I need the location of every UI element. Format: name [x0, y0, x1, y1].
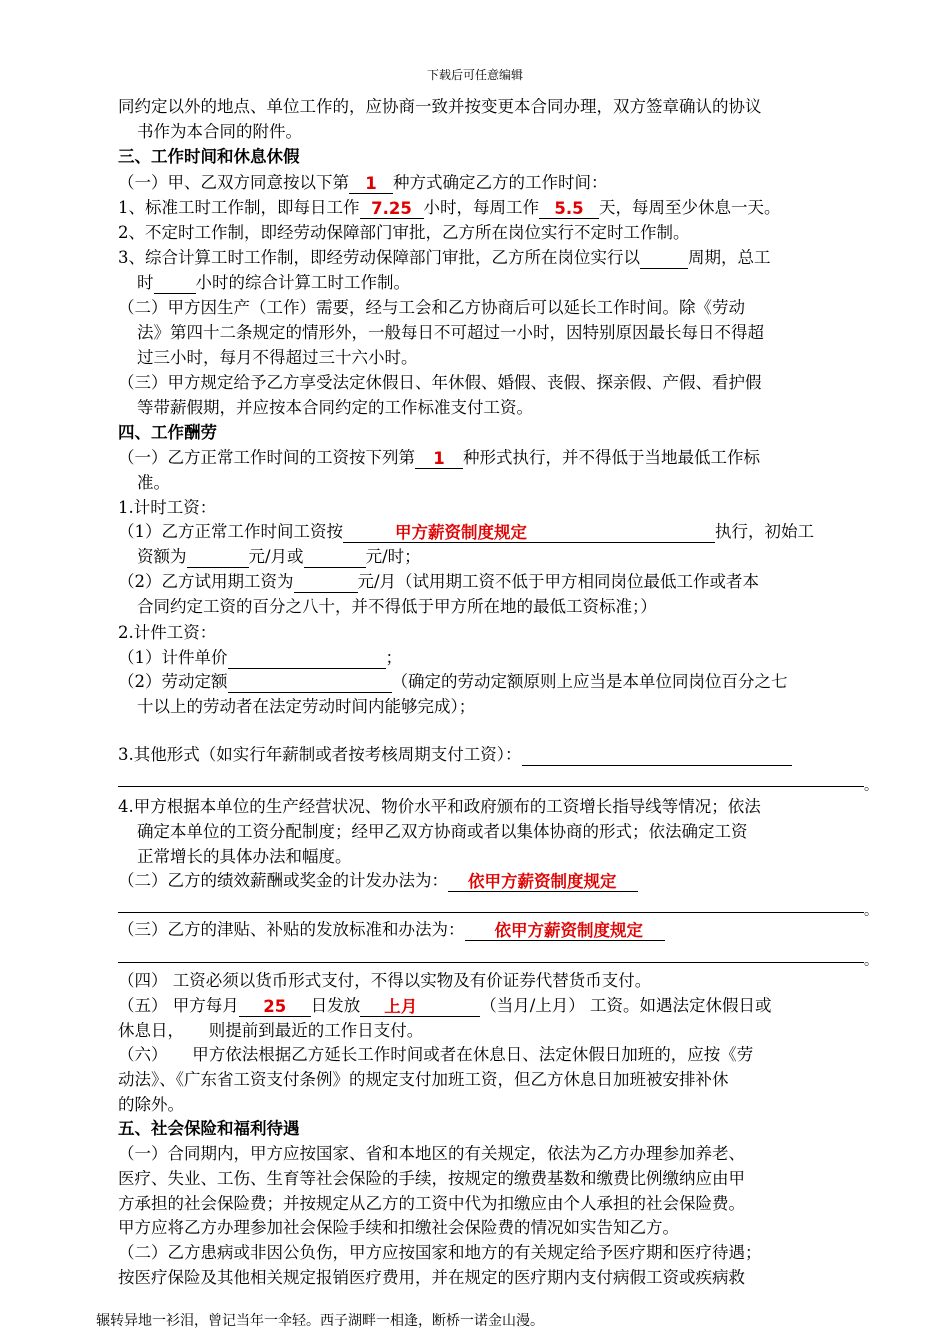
text-line: （一）甲、乙双方同意按以下第 1 种方式确定乙方的工作时间： — [118, 173, 608, 193]
text-line: （2）劳动定额 （确定的劳动定额原则上应当是本单位同岗位百分之七 — [118, 672, 788, 691]
fill-blank[interactable] — [154, 273, 196, 294]
text-line: 书作为本合同的附件。 — [137, 122, 302, 141]
text-line: 的除外。 — [118, 1095, 184, 1114]
text-line: 1.计时工资： — [118, 498, 217, 517]
text-line: （四） 工资必须以货币形式支付，不得以实物及有价证券代替货币支付。 — [118, 971, 652, 990]
text-line: 4.甲方根据本单位的生产经营状况、物价水平和政府颁布的工资增长指导线等情况；依法 — [118, 797, 761, 816]
text-line: （五） 甲方每月 25 日发放 上月 （当月/上月） 工资。如遇法定休假日或 — [118, 996, 772, 1016]
text-line: 十以上的劳动者在法定劳动时间内能够完成）； — [137, 697, 476, 716]
text-line: （三）乙方的津贴、补贴的发放标准和办法为： 依甲方薪资制度规定 — [118, 919, 665, 941]
fill-blank[interactable] — [294, 572, 358, 593]
text-line: 同约定以外的地点、单位工作的，应协商一致并按变更本合同办理，双方签章确认的协议 — [118, 97, 762, 116]
fill-blank[interactable]: 5.5 — [539, 198, 599, 219]
period-mark: 。 — [864, 953, 878, 969]
text-line: 2.计件工资： — [118, 623, 217, 642]
text-line: 医疗、失业、工伤、生育等社会保险的手续，按规定的缴费基数和缴费比例缴纳应由甲 — [118, 1169, 745, 1188]
text-line: 按医疗保险及其他相关规定报销医疗费用，并在规定的医疗期内支付病假工资或疾病救 — [118, 1268, 745, 1287]
text-line: 准。 — [137, 473, 170, 492]
text-line: 过三小时，每月不得超过三十六小时。 — [137, 348, 418, 367]
text-line: 等带薪假期，并应按本合同约定的工作标准支付工资。 — [137, 398, 533, 417]
text-line: （六） 甲方依法根据乙方延长工作时间或者在休息日、法定休假日加班的，应按《劳 — [118, 1045, 754, 1064]
fill-blank[interactable]: 25 — [239, 996, 311, 1017]
page-footer: 辗转异地一衫泪，曾记当年一伞轻。西子湖畔一相逢，断桥一诺金山漫。 — [96, 1313, 544, 1329]
text-line: 3.其他形式（如实行年薪制或者按考核周期支付工资）： — [118, 744, 792, 766]
section-title: 四、工作酬劳 — [118, 423, 217, 442]
text-line: 3、综合计算工时工作制，即经劳动保障部门审批，乙方所在岗位实行以 周期，总工 — [118, 248, 771, 267]
section-title: 三、工作时间和休息休假 — [118, 147, 300, 166]
fill-blank[interactable] — [228, 672, 392, 693]
text-line: （2）乙方试用期工资为 元/月（试用期工资不低于甲方相同岗位最低工作或者本 — [118, 572, 760, 591]
text-line: 法》第四十二条规定的情形外，一般每日不可超过一小时，因特别原因最长每日不得超 — [137, 323, 764, 342]
fill-blank[interactable]: 1 — [349, 173, 393, 194]
fill-blank[interactable]: 依甲方薪资制度规定 — [448, 871, 638, 892]
fill-blank[interactable]: 上月 — [360, 996, 480, 1017]
fill-blank[interactable] — [187, 547, 249, 568]
text-line: （1）乙方正常工作时间工资按 甲方薪资制度规定 执行，初始工 — [118, 522, 814, 542]
page-header: 下载后可任意编辑 — [426, 68, 523, 82]
text-line: 动法》、《广东省工资支付条例》的规定支付加班工资，但乙方休息日加班被安排补休 — [118, 1070, 729, 1089]
text-line: 合同约定工资的百分之八十，并不得低于甲方所在地的最低工资标准；） — [137, 597, 657, 616]
text-line: 资额为 元/月或 元/时； — [137, 547, 421, 566]
text-line: （1）计件单价 ； — [118, 648, 402, 667]
fill-blank[interactable]: 甲方薪资制度规定 — [343, 522, 715, 543]
fill-blank[interactable] — [522, 745, 792, 766]
fill-blank-line[interactable] — [118, 962, 864, 963]
text-line: （二）乙方的绩效薪酬或奖金的计发办法为： 依甲方薪资制度规定 — [118, 870, 638, 892]
text-line: （一）乙方正常工作时间的工资按下列第 1 种形式执行，并不得低于当地最低工作标 — [118, 448, 760, 468]
period-mark: 。 — [864, 778, 878, 794]
fill-blank[interactable] — [640, 248, 688, 269]
text-line: （二）甲方因生产（工作）需要，经与工会和乙方协商后可以延长工作时间。除《劳动 — [118, 298, 745, 317]
text-line: 时 小时的综合计算工时工作制。 — [137, 273, 410, 292]
fill-blank[interactable] — [304, 547, 366, 568]
text-line: 方承担的社会保险费；并按规定从乙方的工资中代为扣缴应由个人承担的社会保险费。 — [118, 1194, 745, 1213]
text-line: 休息日， 则提前到最近的工作日支付。 — [118, 1021, 424, 1040]
period-mark: 。 — [864, 903, 878, 919]
fill-blank[interactable]: 依甲方薪资制度规定 — [465, 920, 665, 941]
text-line: （二）乙方患病或非因公负伤，甲方应按国家和地方的有关规定给予医疗期和医疗待遇； — [118, 1243, 762, 1262]
text-line: （三）甲方规定给予乙方享受法定休假日、年休假、婚假、丧假、探亲假、产假、看护假 — [118, 373, 762, 392]
text-line: 甲方应将乙方办理参加社会保险手续和扣缴社会保险费的情况如实告知乙方。 — [118, 1218, 679, 1237]
section-title: 五、社会保险和福利待遇 — [118, 1119, 300, 1138]
fill-blank-line[interactable] — [118, 912, 864, 913]
text-line: 正常增长的具体办法和幅度。 — [137, 847, 352, 866]
fill-blank[interactable]: 7.25 — [360, 198, 424, 219]
fill-blank[interactable]: 1 — [415, 448, 463, 469]
text-line: 确定本单位的工资分配制度；经甲乙双方协商或者以集体协商的形式；依法确定工资 — [137, 822, 748, 841]
fill-blank[interactable] — [228, 648, 386, 669]
text-line: （一）合同期内，甲方应按国家、省和本地区的有关规定，依法为乙方办理参加养老、 — [118, 1144, 745, 1163]
text-line: 2、不定时工作制，即经劳动保障部门审批，乙方所在岗位实行不定时工作制。 — [118, 223, 690, 242]
text-line: 1、标准工时工作制，即每日工作 7.25 小时，每周工作 5.5 天，每周至少休息一天。 — [118, 198, 781, 218]
fill-blank-line[interactable] — [118, 786, 864, 787]
